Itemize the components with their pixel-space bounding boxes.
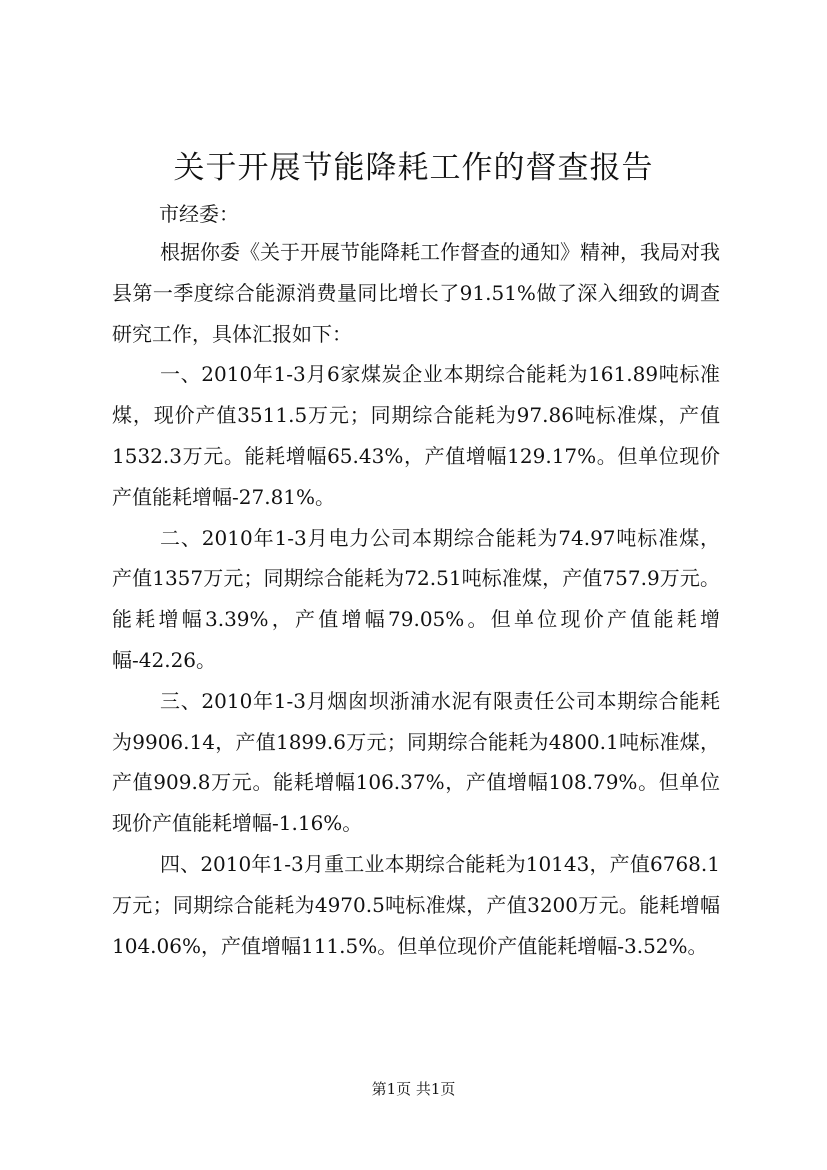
page-number-footer: 第1页 共1页 xyxy=(371,1080,456,1098)
salutation: 市经委： xyxy=(159,202,239,226)
paragraph-heavy-industry: 四、2010年1-3月重工业本期综合能耗为10143，产值6768.1万元；同期综合能耗为4970.5吨标准煤，产值3200万元。能耗增幅104.06%，产值增幅111.5%。但单位现价产值能耗增幅-3.52%。 xyxy=(112,851,720,958)
document-title: 关于开展节能降耗工作的督查报告 xyxy=(173,150,654,186)
paragraph-intro: 根据你委《关于开展节能降耗工作督查的通知》精神，我局对我县第一季度综合能源消费量同比增长了91.51%做了深入细致的调查研究工作，具体汇报如下： xyxy=(112,240,720,346)
document-body xyxy=(112,232,720,966)
paragraph-cement-company: 三、2010年1-3月烟囱坝浙浦水泥有限责任公司本期综合能耗为9906.14，产值1899.6万元；同期综合能耗为4800.1吨标准煤，产值909.8万元。能耗增幅106.37%，产值增幅108.79%。但单位现价产值能耗增幅-1.16%。 xyxy=(112,688,720,836)
paragraph-power-company: 二、2010年1-3月电力公司本期综合能耗为74.97吨标准煤，产值1357万元；同期综合能耗为72.51吨标准煤，产值757.9万元。能耗增幅3.39%，产值增幅79.05%。但单位现价产值能耗增幅-42.26。 xyxy=(112,525,720,672)
paragraph-coal-enterprises: 一、2010年1-3月6家煤炭企业本期综合能耗为161.89吨标准煤，现价产值3511.5万元；同期综合能耗为97.86吨标准煤，产值1532.3万元。能耗增幅65.43%，产值增幅129.17%。但单位现价产值能耗增幅-27.81%。 xyxy=(112,362,720,509)
